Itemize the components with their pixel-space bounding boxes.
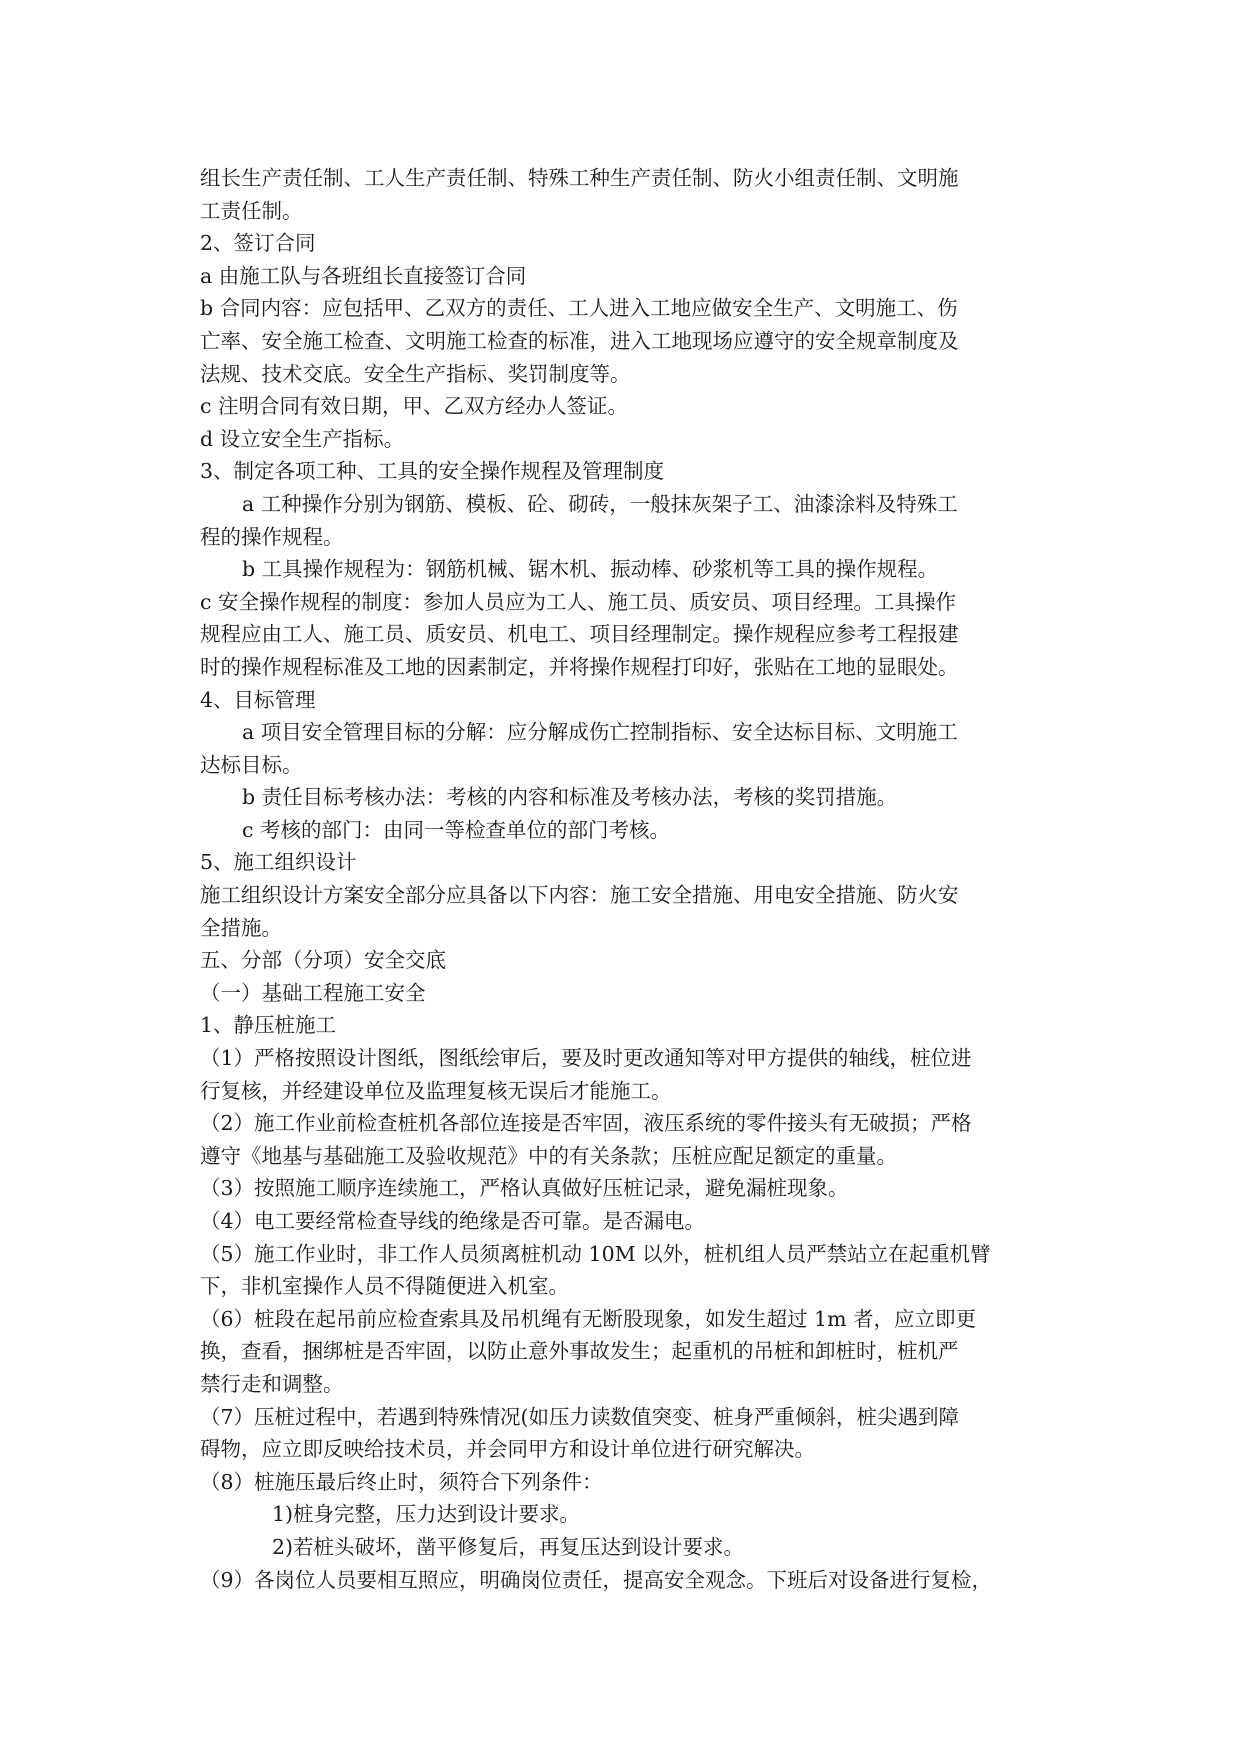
- list-item: （8）桩施压最后终止时，须符合下列条件：: [200, 1469, 603, 1494]
- text-line: 亡率、安全施工检查、文明施工检查的标准，进入工地现场应遵守的安全规章制度及: [200, 328, 959, 353]
- list-item: b 合同内容：应包括甲、乙双方的责任、工人进入工地应做安全生产、文明施工、伤: [200, 296, 958, 321]
- section-heading: 3、制定各项工种、工具的安全操作规程及管理制度: [200, 459, 665, 484]
- text-line: 工责任制。: [200, 198, 303, 223]
- text-line: 施工组织设计方案安全部分应具备以下内容：施工安全措施、用电安全措施、防火安: [200, 883, 959, 908]
- text-line: 禁行走和调整。: [200, 1371, 344, 1396]
- text-line: 换，查看，捆绑桩是否牢固，以防止意外事故发生；起重机的吊桩和卸桩时，桩机严: [200, 1339, 959, 1364]
- list-item: （1）严格按照设计图纸，图纸绘审后，要及时更改通知等对甲方提供的轴线，桩位进: [200, 1046, 972, 1071]
- text-line: 法规、技术交底。安全生产指标、奖罚制度等。: [200, 361, 631, 386]
- sub-list-item: 2)若桩头破坏，凿平修复后，再复压达到设计要求。: [272, 1534, 745, 1559]
- chapter-heading: 五、分部（分项）安全交底: [200, 948, 446, 973]
- list-item: a 项目安全管理目标的分解：应分解成伤亡控制指标、安全达标目标、文明施工: [242, 720, 958, 745]
- text-line: 达标目标。: [200, 752, 303, 777]
- list-item: c 考核的部门：由同一等检查单位的部门考核。: [242, 817, 670, 842]
- text-line: 程的操作规程。: [200, 524, 344, 549]
- document-body: [200, 162, 1060, 1596]
- subchapter-heading: （一）基础工程施工安全: [200, 980, 426, 1005]
- list-item: （2）施工作业前检查桩机各部位连接是否牢固，液压系统的零件接头有无破损；严格: [200, 1111, 972, 1136]
- list-item: a 工种操作分别为钢筋、模板、砼、砌砖，一般抹灰架子工、油漆涂料及特殊工: [242, 491, 958, 516]
- section-heading: 5、施工组织设计: [200, 850, 357, 875]
- list-item: （5）施工作业时，非工作人员须离桩机动 10M 以外，桩机组人员严禁站立在起重机臂: [200, 1241, 991, 1266]
- text-line: 下，非机室操作人员不得随便进入机室。: [200, 1274, 569, 1299]
- sub-list-item: 1)桩身完整，压力达到设计要求。: [272, 1502, 581, 1527]
- list-item: d 设立安全生产指标。: [200, 426, 405, 451]
- list-item: b 责任目标考核办法：考核的内容和标准及考核办法，考核的奖罚措施。: [242, 785, 898, 810]
- section-heading: 1、静压桩施工: [200, 1013, 337, 1038]
- list-item: b 工具操作规程为：钢筋机械、锯木机、振动棒、砂浆机等工具的操作规程。: [242, 557, 939, 582]
- text-line: 遵守《地基与基础施工及验收规范》中的有关条款；压桩应配足额定的重量。: [200, 1143, 897, 1168]
- section-heading: 2、签订合同: [200, 231, 316, 256]
- list-item: c 注明合同有效日期，甲、乙双方经办人签证。: [200, 394, 628, 419]
- text-line: 规程应由工人、施工员、质安员、机电工、项目经理制定。操作规程应参考工程报建: [200, 622, 959, 647]
- section-heading: 4、目标管理: [200, 687, 316, 712]
- list-item: a 由施工队与各班组长直接签订合同: [200, 263, 527, 288]
- text-line: 全措施。: [200, 915, 282, 940]
- list-item: （7）压桩过程中，若遇到特殊情况(如压力读数值突变、桩身严重倾斜，桩尖遇到障: [200, 1404, 960, 1429]
- text-line: 组长生产责任制、工人生产责任制、特殊工种生产责任制、防火小组责任制、文明施: [200, 166, 959, 190]
- text-line: 碍物，应立即反映给技术员，并会同甲方和设计单位进行研究解决。: [200, 1437, 815, 1462]
- list-item: （3）按照施工顺序连续施工，严格认真做好压桩记录，避免漏桩现象。: [200, 1176, 849, 1201]
- list-item: （4）电工要经常检查导线的绝缘是否可靠。是否漏电。: [200, 1209, 706, 1233]
- text-line: 行复核，并经建设单位及监理复核无误后才能施工。: [200, 1078, 672, 1103]
- list-item: c 安全操作规程的制度：参加人员应为工人、施工员、质安员、项目经理。工具操作: [200, 589, 956, 614]
- list-item: （6）桩段在起吊前应检查索具及吊机绳有无断股现象，如发生超过 1m 者，应立即更: [200, 1306, 977, 1331]
- text-line: 时的操作规程标准及工地的因素制定，并将操作规程打印好，张贴在工地的显眼处。: [200, 654, 959, 679]
- list-item: （9）各岗位人员要相互照应，明确岗位责任，提高安全观念。下班后对设备进行复检，: [200, 1567, 993, 1592]
